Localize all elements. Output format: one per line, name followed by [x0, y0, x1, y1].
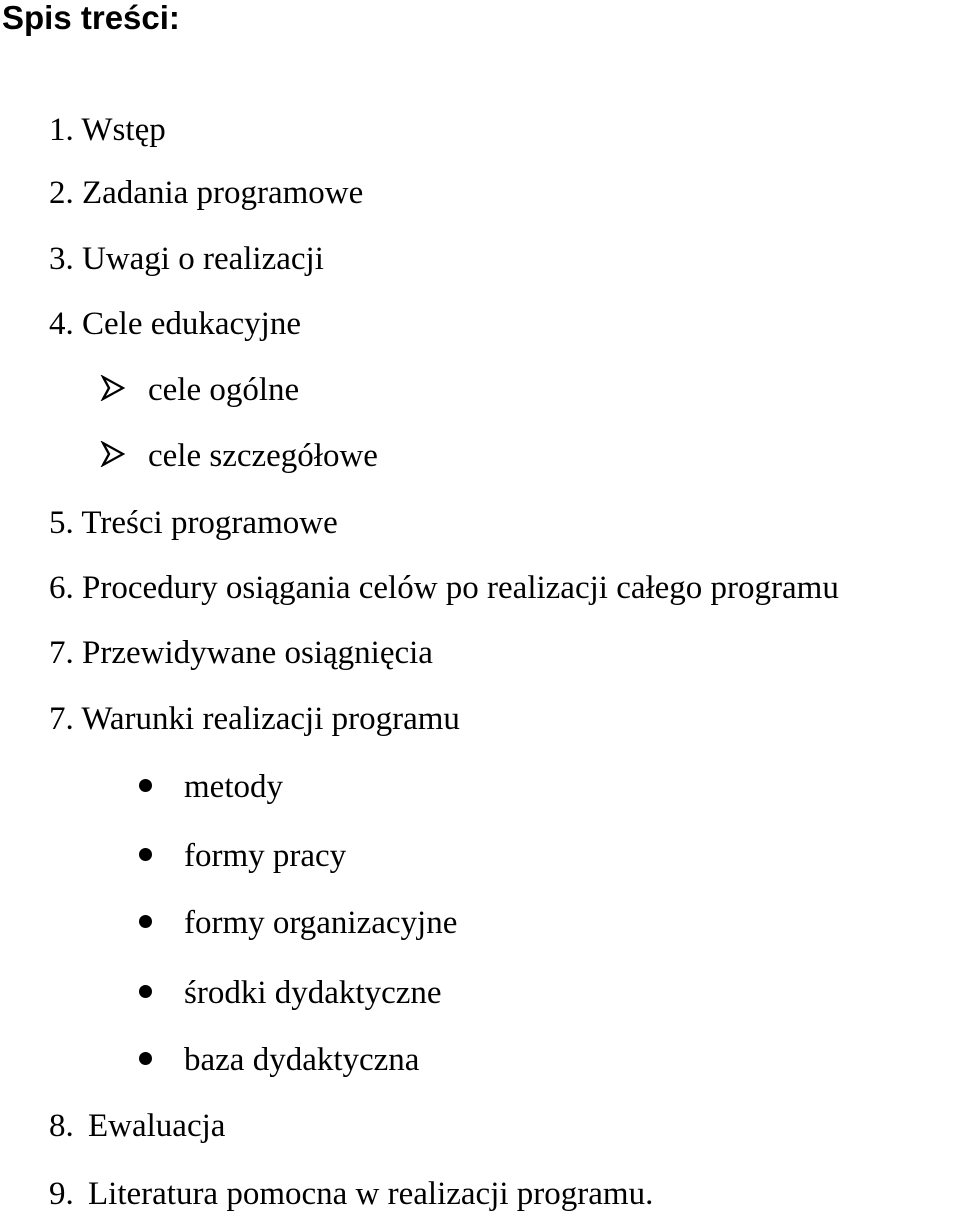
- toc-item-label: Cele edukacyjne: [82, 306, 301, 342]
- toc-item-number: 4.: [49, 306, 74, 342]
- arrowhead-bullet-icon: [100, 375, 126, 401]
- toc-subitem-methods: metody: [184, 769, 283, 805]
- toc-item-implementation-notes: [49, 239, 324, 279]
- toc-item-expected-achievements: [49, 633, 433, 673]
- toc-subitem-work-forms: formy pracy: [184, 838, 347, 874]
- toc-item-label: Wstęp: [81, 112, 166, 148]
- toc-item-label: Procedury osiągania celów po realizacji całego programu: [82, 570, 839, 606]
- toc-item-educational-goals: [49, 304, 301, 344]
- toc-subitem-organizational-forms: formy organizacyjne: [184, 905, 458, 941]
- toc-item-label: Przewidywane osiągnięcia: [82, 635, 433, 671]
- toc-item-number: 1.: [49, 112, 74, 148]
- toc-item-number: 7.: [49, 635, 74, 671]
- toc-item-label: Literatura pomocna w realizacji programu.: [88, 1176, 654, 1212]
- toc-subitem-didactic-means: środki dydaktyczne: [184, 975, 442, 1011]
- toc-item-number: 5.: [49, 505, 74, 541]
- toc-item-number: 8.: [49, 1108, 74, 1144]
- filled-circle-bullet-icon: [139, 985, 152, 998]
- toc-item-number: 3.: [49, 241, 74, 277]
- toc-subitem-general-goals: cele ogólne: [148, 372, 300, 408]
- filled-circle-bullet-icon: [139, 848, 152, 861]
- toc-item-label: Treści programowe: [81, 505, 338, 541]
- filled-circle-bullet-icon: [139, 915, 152, 928]
- toc-subitem-didactic-base: baza dydaktyczna: [184, 1042, 420, 1078]
- toc-item-label: Uwagi o realizacji: [82, 241, 324, 277]
- filled-circle-bullet-icon: [139, 779, 152, 792]
- toc-item-label: Warunki realizacji programu: [81, 701, 460, 737]
- toc-item-number: 2.: [49, 175, 74, 211]
- toc-item-number: 6.: [49, 570, 74, 606]
- filled-circle-bullet-icon: [139, 1052, 152, 1065]
- toc-item-number: 7.: [49, 701, 74, 737]
- toc-item-procedures: [49, 568, 839, 608]
- toc-item-implementation-conditions: [49, 699, 460, 739]
- toc-item-label: Ewaluacja: [88, 1108, 226, 1144]
- arrowhead-bullet-icon: [100, 441, 126, 467]
- toc-item-label: Zadania programowe: [82, 175, 364, 211]
- toc-subitem-specific-goals: cele szczegółowe: [148, 438, 378, 474]
- toc-item-program-content: [49, 503, 338, 543]
- page-title: Spis treści:: [2, 0, 180, 36]
- toc-item-program-tasks: [49, 173, 363, 213]
- toc-item-introduction: [49, 110, 166, 150]
- toc-item-literature: [49, 1174, 653, 1214]
- toc-item-evaluation: [49, 1106, 225, 1146]
- toc-item-number: 9.: [49, 1176, 74, 1212]
